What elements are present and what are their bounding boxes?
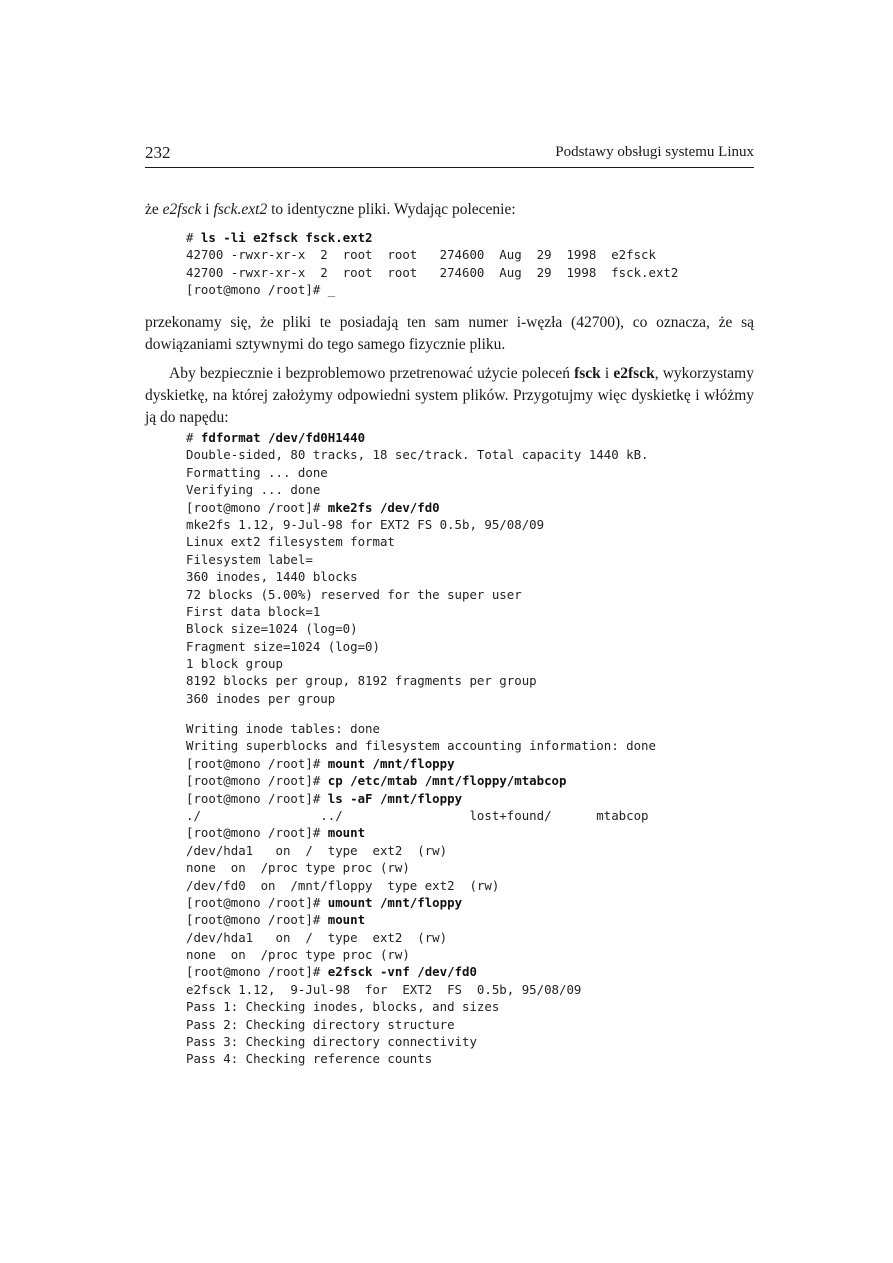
shell-prompt: [root@mono /root]# [186, 825, 328, 841]
shell-output: Double-sided, 80 tracks, 18 sec/track. Total capacity 1440 kB. [186, 447, 649, 463]
shell-output: Linux ext2 filesystem format [186, 534, 395, 550]
code-line [186, 842, 656, 859]
shell-output: /dev/hda1 on / type ext2 (rw) [186, 842, 448, 858]
code-line [186, 807, 656, 824]
shell-command: ls -aF /mnt/floppy [327, 790, 463, 806]
shell-command: mount [327, 912, 366, 928]
code-line [186, 229, 678, 246]
para3-part1: Aby bezpiecznie i bezproblemowo przetrenować użycie poleceń [169, 365, 575, 382]
code-line [186, 446, 649, 463]
shell-prompt: [root@mono /root]# [186, 790, 328, 806]
para3-cmd1: fsck [574, 365, 601, 382]
shell-command: umount /mnt/floppy [327, 894, 463, 910]
code-line [186, 1016, 656, 1033]
paragraph-intro [145, 199, 754, 221]
code-line [186, 533, 649, 550]
code-line [186, 620, 649, 637]
shell-output: 42700 -rwxr-xr-x 2 root root 274600 Aug 29 1998 e2fsck [186, 247, 656, 263]
code-line [186, 551, 649, 568]
shell-output: Pass 1: Checking inodes, blocks, and sizes [186, 999, 500, 1015]
code-line [186, 790, 656, 807]
shell-prompt: [root@mono /root]# [186, 912, 328, 928]
code-line [186, 464, 649, 481]
code-line [186, 998, 656, 1015]
shell-output: Pass 2: Checking directory structure [186, 1016, 455, 1032]
shell-command: ls -li e2fsck fsck.ext2 [200, 230, 373, 245]
shell-prompt: [root@mono /root]# [186, 499, 328, 515]
code-line [186, 264, 678, 281]
code-line [186, 281, 678, 298]
shell-output: Block size=1024 (log=0) [186, 621, 358, 637]
shell-output: mke2fs 1.12, 9-Jul-98 for EXT2 FS 0.5b, 95/08/09 [186, 516, 545, 532]
code-line [186, 1050, 656, 1067]
code-line [186, 672, 649, 689]
code-line [186, 568, 649, 585]
shell-output: none on /proc type proc (rw) [186, 947, 410, 963]
shell-output: Writing inode tables: done [186, 721, 380, 736]
code-line [186, 246, 678, 263]
code-line [186, 981, 656, 998]
code-line [186, 481, 649, 498]
shell-output: 42700 -rwxr-xr-x 2 root root 274600 Aug 29 1998 fsck.ext2 [186, 264, 679, 280]
shell-prompt: [root@mono /root]# [186, 894, 328, 910]
code-line [186, 720, 656, 737]
shell-output: Verifying ... done [186, 482, 321, 498]
shell-output: ./ ../ lost+found/ mtabcop [186, 807, 649, 823]
code-line [186, 429, 649, 446]
shell-output: Pass 3: Checking directory connectivity [186, 1034, 477, 1050]
code-line [186, 690, 649, 707]
code-block-mount [186, 720, 656, 1068]
shell-output: e2fsck 1.12, 9-Jul-98 for EXT2 FS 0.5b, 95/08/09 [186, 981, 582, 997]
para1-cmd2: fsck.ext2 [213, 201, 268, 218]
code-line [186, 1033, 656, 1050]
code-line [186, 946, 656, 963]
para1-prefix: że [145, 201, 163, 218]
code-line [186, 655, 649, 672]
shell-prompt: [root@mono /root]# [186, 755, 328, 771]
shell-prompt: [root@mono /root]# [186, 773, 328, 789]
shell-prompt: # [186, 230, 201, 245]
para3-part2: i [600, 365, 614, 382]
shell-prompt: # [186, 430, 201, 445]
shell-output: Fragment size=1024 (log=0) [186, 638, 380, 654]
code-line [186, 963, 656, 980]
shell-command: e2fsck -vnf /dev/fd0 [327, 964, 477, 980]
shell-command: mke2fs /dev/fd0 [327, 499, 440, 515]
code-line [186, 586, 649, 603]
shell-output: First data block=1 [186, 603, 321, 619]
shell-output: 360 inodes per group [186, 690, 336, 706]
code-line [186, 877, 656, 894]
code-line [186, 894, 656, 911]
para1-mid: i [201, 201, 214, 218]
shell-command: mount /mnt/floppy [327, 755, 455, 771]
code-block-format [186, 429, 649, 707]
shell-output: Filesystem label= [186, 551, 313, 567]
paragraph-floppy [145, 363, 754, 429]
shell-output: 1 block group [186, 656, 283, 672]
shell-output: Writing superblocks and filesystem accounting information: done [186, 738, 656, 754]
code-line [186, 755, 656, 772]
code-line [186, 859, 656, 876]
shell-command: mount [327, 825, 366, 841]
para1-suffix: to identyczne pliki. Wydając polecenie: [267, 201, 516, 218]
page-number: 232 [145, 143, 171, 162]
code-line [186, 824, 656, 841]
shell-command: cp /etc/mtab /mnt/floppy/mtabcop [327, 773, 567, 789]
shell-output: 8192 blocks per group, 8192 fragments per group [186, 673, 537, 689]
shell-prompt: [root@mono /root]# _ [186, 282, 336, 298]
shell-output: /dev/hda1 on / type ext2 (rw) [186, 929, 448, 945]
para1-cmd1: e2fsck [162, 201, 202, 218]
code-line [186, 929, 656, 946]
code-line [186, 603, 649, 620]
running-title: Podstawy obsługi systemu Linux [555, 144, 754, 160]
code-line [186, 911, 656, 928]
code-line [186, 737, 656, 754]
page-header [145, 143, 754, 168]
shell-prompt: [root@mono /root]# [186, 964, 328, 980]
shell-output: 360 inodes, 1440 blocks [186, 569, 358, 585]
shell-command: fdformat /dev/fd0H1440 [200, 430, 366, 445]
code-line [186, 516, 649, 533]
paragraph-hardlinks: przekonamy się, że pliki te posiadają ten sam numer i-węzła (42700), co oznacza, że są dowiązaniami sztywnymi do tego samego fizycznie pliku. [145, 314, 754, 353]
code-line [186, 499, 649, 516]
code-line [186, 772, 656, 789]
code-line [186, 638, 649, 655]
shell-output: none on /proc type proc (rw) [186, 860, 410, 876]
shell-output: Pass 4: Checking reference counts [186, 1051, 433, 1067]
para3-part3: , wykorzystamy dyskietkę, na której założymy odpowiedni system plików. Przygotujmy więc dyskietkę i włóżmy ją do napędu: [145, 365, 754, 426]
shell-output: /dev/fd0 on /mnt/floppy type ext2 (rw) [186, 877, 500, 893]
para3-cmd2: e2fsck [613, 365, 655, 382]
shell-output: 72 blocks (5.00%) reserved for the super user [186, 586, 522, 602]
shell-output: Formatting ... done [186, 464, 328, 480]
code-block-ls [186, 229, 678, 299]
